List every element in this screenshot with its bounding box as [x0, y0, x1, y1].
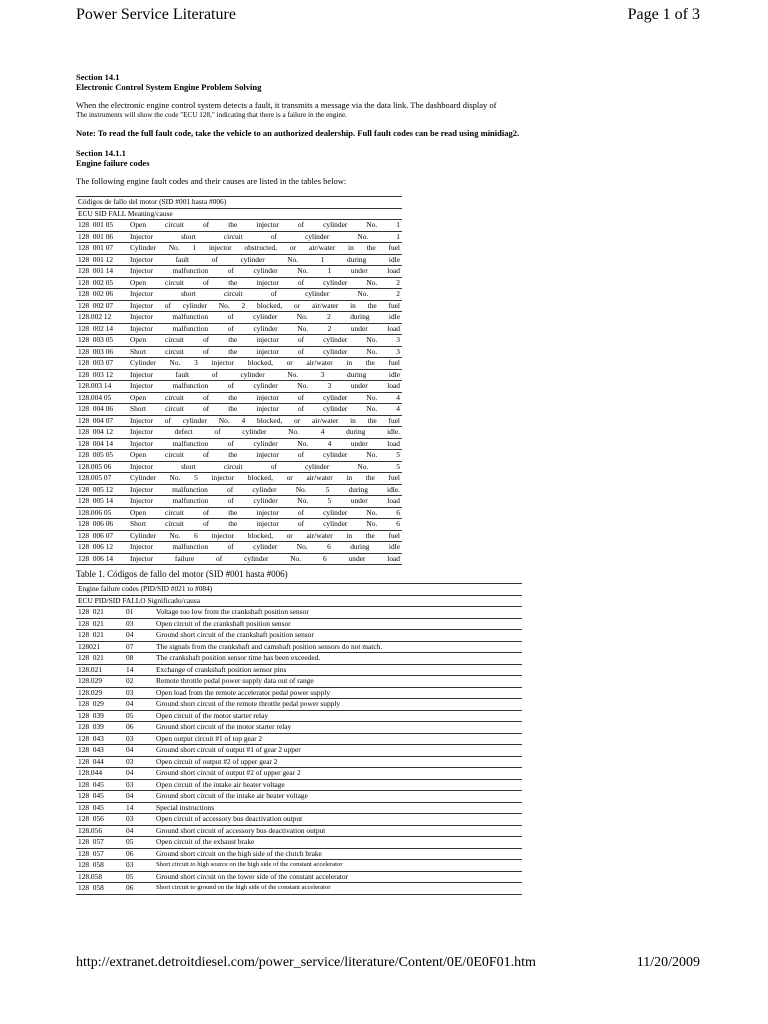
table-row	[76, 871, 522, 883]
table-caption-bottom: Table 1. Códigos de fallo del motor (SID #001 hasta #006)	[76, 569, 288, 579]
table-row	[76, 745, 522, 757]
cause-cell: Special instructions	[154, 802, 522, 814]
fault-description-cell: Injector malfunction of cylinder No. 5 under load	[130, 496, 400, 506]
fault-description-cell: Injector of cylinder No. 2 blocked, or air/water in the fuel	[130, 300, 400, 310]
ecu-pid-cell: 128 029	[76, 699, 124, 711]
fallo-cell: 06	[124, 722, 154, 734]
table-row	[76, 231, 402, 243]
table-row	[76, 733, 522, 745]
ecu-pid-cell: 128 057	[76, 837, 124, 849]
table-caption: Engine failure codes (PID/SID #021 to #084)	[76, 584, 522, 596]
fault-code-cell: 128 003 12	[76, 369, 128, 381]
ecu-pid-cell: 128.021	[76, 664, 124, 676]
fault-code-cell: 128 002 06	[76, 289, 128, 301]
table-row	[76, 699, 522, 711]
ecu-pid-cell: 128 045	[76, 802, 124, 814]
fault-code-cell: 128 002 07	[76, 300, 128, 312]
fallo-cell: 08	[124, 653, 154, 665]
ecu-pid-cell: 128 021	[76, 607, 124, 619]
ecu-pid-cell: 128.044	[76, 768, 124, 780]
fallo-cell: 04	[124, 745, 154, 757]
ecu-pid-cell: 128 044	[76, 756, 124, 768]
fallo-cell: 05	[124, 837, 154, 849]
table-row	[76, 358, 402, 370]
fault-description-cell: Injector defect of cylinder No. 4 during idle.	[130, 427, 400, 437]
fallo-cell: 05	[124, 871, 154, 883]
fault-description-cell: Open circuit of the injector of cylinder No. 1	[130, 220, 400, 230]
table-row	[76, 687, 522, 699]
fallo-cell: 03	[124, 814, 154, 826]
fault-code-cell: 128 006 14	[76, 553, 128, 565]
cause-cell: Ground short circuit of the motor starter relay	[154, 722, 522, 734]
table-row	[76, 323, 402, 335]
cause-cell: Open circuit of accessory bus deactivation output	[154, 814, 522, 826]
table-row	[76, 618, 522, 630]
section-number: Section 14.1	[76, 72, 120, 82]
fallo-cell: 03	[124, 756, 154, 768]
ecu-pid-cell: 128 058	[76, 883, 124, 895]
cause-cell: Open load from the remote accelerator pedal power supply	[154, 687, 522, 699]
pid-fault-table	[76, 583, 522, 895]
table-row	[76, 415, 402, 427]
ecu-pid-cell: 128 058	[76, 860, 124, 872]
intro-paragraph-continued: The instruments will show the code "ECU 128," indicating that there is a failure in the engine.	[76, 111, 347, 119]
table-row	[76, 791, 522, 803]
table-row	[76, 289, 402, 301]
fault-code-cell: 128 004 14	[76, 438, 128, 450]
ecu-pid-cell: 128021	[76, 641, 124, 653]
fault-description-cell: Cylinder No. 3 injector blocked, or air/water in the fuel	[130, 358, 400, 368]
table-row	[76, 496, 402, 508]
table-row	[76, 542, 402, 554]
fault-description-cell: Injector short circuit of cylinder No. 2	[130, 289, 400, 299]
ecu-pid-cell: 128 021	[76, 653, 124, 665]
subsection-number: Section 14.1.1	[76, 148, 126, 158]
fallo-cell: 06	[124, 848, 154, 860]
fault-description-cell: Injector malfunction of cylinder No. 4 under load	[130, 438, 400, 448]
fallo-cell: 06	[124, 883, 154, 895]
fault-description-cell: Open circuit of the injector of cylinder No. 3	[130, 335, 400, 345]
table-row	[76, 450, 402, 462]
ecu-pid-cell: 128 045	[76, 791, 124, 803]
fault-code-cell: 128 004 12	[76, 427, 128, 439]
cause-cell: Voltage too low from the crankshaft position sensor	[154, 607, 522, 619]
sid-fault-table	[76, 196, 402, 565]
table-row	[76, 530, 402, 542]
ecu-pid-cell: 128 057	[76, 848, 124, 860]
fault-description-cell: Injector malfunction of cylinder No. 2 under load	[130, 323, 400, 333]
fallo-cell: 07	[124, 641, 154, 653]
fault-description-cell: Open circuit of the injector of cylinder No. 5	[130, 450, 400, 460]
fault-code-cell: 128.003 14	[76, 381, 128, 393]
fault-code-cell: 128 003 07	[76, 358, 128, 370]
fault-code-cell: 128.002 12	[76, 312, 128, 324]
cause-cell: Ground short circuit on the lower side of the constant accelerator	[154, 871, 522, 883]
tables-intro: The following engine fault codes and their causes are listed in the tables below:	[76, 176, 347, 186]
fault-description-cell: Injector malfunction of cylinder No. 3 under load	[130, 381, 400, 391]
fallo-cell: 14	[124, 802, 154, 814]
cause-cell: Ground short circuit of accessory bus deactivation output	[154, 825, 522, 837]
table-row	[76, 254, 402, 266]
fault-description-cell: Injector of cylinder No. 4 blocked, or air/water in the fuel	[130, 415, 400, 425]
fault-code-cell: 128.005 07	[76, 473, 128, 485]
ecu-pid-cell: 128 039	[76, 710, 124, 722]
intro-paragraph: When the electronic engine control system detects a fault, it transmits a message via the data link. The dashboard display of	[76, 100, 497, 110]
cause-cell: Ground short circuit of the crankshaft position sensor	[154, 630, 522, 642]
fault-code-cell: 128 004 07	[76, 415, 128, 427]
fault-code-cell: 128 003 06	[76, 346, 128, 358]
table-caption: Códigos de fallo del motor (SID #001 hasta #006)	[76, 197, 402, 209]
table-row	[76, 883, 522, 895]
fault-code-cell: 128 001 07	[76, 243, 128, 255]
table-row	[76, 300, 402, 312]
footer-url[interactable]: http://extranet.detroitdiesel.com/power_service/literature/Content/0E/0E0F01.htm	[76, 955, 536, 970]
table-row	[76, 519, 402, 531]
fallo-cell: 04	[124, 699, 154, 711]
ecu-pid-cell: 128 021	[76, 630, 124, 642]
fault-code-cell: 128 005 05	[76, 450, 128, 462]
table-row	[76, 243, 402, 255]
fallo-cell: 04	[124, 825, 154, 837]
note-paragraph: Note: To read the full fault code, take the vehicle to an authorized dealership. Full fault codes can be read using minidiag2.	[76, 128, 520, 138]
fault-code-cell: 128 005 12	[76, 484, 128, 496]
table-row	[76, 676, 522, 688]
fault-code-cell: 128 003 05	[76, 335, 128, 347]
fallo-cell: 03	[124, 618, 154, 630]
footer-date: 11/20/2009	[636, 955, 700, 970]
ecu-pid-cell: 128.029	[76, 687, 124, 699]
table-row	[76, 392, 402, 404]
fallo-cell: 03	[124, 860, 154, 872]
table-row	[76, 756, 522, 768]
table-row	[76, 381, 402, 393]
table-row	[76, 607, 522, 619]
table-row	[76, 427, 402, 439]
ecu-pid-cell: 128 021	[76, 618, 124, 630]
table-row	[76, 653, 522, 665]
fault-code-cell: 128 002 14	[76, 323, 128, 335]
table-row	[76, 335, 402, 347]
table-row	[76, 369, 402, 381]
table-row	[76, 553, 402, 565]
cause-cell: Open circuit of the exhaust brake	[154, 837, 522, 849]
table-row	[76, 346, 402, 358]
fault-code-cell: 128.004 05	[76, 392, 128, 404]
fallo-cell: 04	[124, 791, 154, 803]
table-row	[76, 630, 522, 642]
fallo-cell: 03	[124, 687, 154, 699]
cause-cell: Open circuit of the crankshaft position sensor	[154, 618, 522, 630]
ecu-pid-cell: 128 045	[76, 779, 124, 791]
table-row	[76, 641, 522, 653]
fault-description-cell: Injector fault of cylinder No. 3 during idle	[130, 369, 400, 379]
table-row	[76, 722, 522, 734]
table-row	[76, 768, 522, 780]
fault-description-cell: Injector malfunction of cylinder No. 5 during idle.	[130, 484, 400, 494]
cause-cell: The signals from the crankshaft and camshaft position sensors do not match.	[154, 641, 522, 653]
table-row	[76, 438, 402, 450]
table-row	[76, 266, 402, 278]
cause-cell: The crankshaft position sensor time has been exceeded.	[154, 653, 522, 665]
ecu-pid-cell: 128 056	[76, 814, 124, 826]
fault-description-cell: Short circuit of the injector of cylinder No. 4	[130, 404, 400, 414]
cause-cell: Ground short circuit of the intake air heater voltage	[154, 791, 522, 803]
cause-cell: Open circuit of the motor starter relay	[154, 710, 522, 722]
cause-cell: Ground short circuit of the remote throttle pedal power supply	[154, 699, 522, 711]
fault-code-cell: 128.005 06	[76, 461, 128, 473]
subsection-title: Engine failure codes	[76, 158, 150, 168]
table-row	[76, 312, 402, 324]
ecu-pid-cell: 128.058	[76, 871, 124, 883]
fallo-cell: 01	[124, 607, 154, 619]
cause-cell: Exchange of crankshaft position sensor pins	[154, 664, 522, 676]
fault-description-cell: Injector malfunction of cylinder No. 1 under load	[130, 266, 400, 276]
fault-description-cell: Injector failure of cylinder No. 6 under load	[130, 553, 400, 563]
fault-code-cell: 128 006 07	[76, 530, 128, 542]
fault-description-cell: Injector short circuit of cylinder No. 5	[130, 461, 400, 471]
fault-description-cell: Short circuit of the injector of cylinder No. 6	[130, 519, 400, 529]
table-row	[76, 473, 402, 485]
table-row	[76, 860, 522, 872]
fault-description-cell: Open circuit of the injector of cylinder No. 4	[130, 392, 400, 402]
cause-cell: Open output circuit #1 of top gear 2	[154, 733, 522, 745]
fallo-cell: 02	[124, 676, 154, 688]
page-indicator: Page 1 of 3	[627, 6, 700, 23]
ecu-pid-cell: 128 043	[76, 745, 124, 757]
document-body	[76, 72, 520, 895]
cause-cell: Remote throttle pedal power supply data out of range	[154, 676, 522, 688]
cause-cell: Short circuit to high source on the high side of the constant accelerator	[154, 860, 522, 872]
fault-description-cell: Injector fault of cylinder No. 1 during idle	[130, 254, 400, 264]
ecu-pid-cell: 128 039	[76, 722, 124, 734]
fault-code-cell: 128 001 12	[76, 254, 128, 266]
cause-cell: Open circuit of the intake air heater voltage	[154, 779, 522, 791]
table-row	[76, 825, 522, 837]
table-row	[76, 710, 522, 722]
table-row	[76, 507, 402, 519]
fault-description-cell: Cylinder No. 5 injector blocked, or air/water in the fuel	[130, 473, 400, 483]
fallo-cell: 03	[124, 779, 154, 791]
cause-cell: Ground short circuit of output #1 of gear 2 upper	[154, 745, 522, 757]
fault-code-cell: 128 005 14	[76, 496, 128, 508]
fault-code-cell: 128 002 05	[76, 277, 128, 289]
fallo-cell: 04	[124, 630, 154, 642]
fault-description-cell: Injector malfunction of cylinder No. 6 during idle	[130, 542, 400, 552]
fault-description-cell: Cylinder No. 1 injector obstructed, or air/water in the fuel	[130, 243, 400, 253]
table-row	[76, 484, 402, 496]
table-row	[76, 404, 402, 416]
table-row	[76, 779, 522, 791]
fault-description-cell: Short circuit of the injector of cylinder No. 3	[130, 346, 400, 356]
table-row	[76, 664, 522, 676]
table-row	[76, 814, 522, 826]
ecu-pid-cell: 128 043	[76, 733, 124, 745]
section-title: Electronic Control System Engine Problem Solving	[76, 82, 262, 92]
table-row	[76, 837, 522, 849]
fault-description-cell: Open circuit of the injector of cylinder No. 2	[130, 277, 400, 287]
ecu-pid-cell: 128.029	[76, 676, 124, 688]
fallo-cell: 05	[124, 710, 154, 722]
fault-code-cell: 128 006 12	[76, 542, 128, 554]
table-row	[76, 220, 402, 232]
fault-code-cell: 128 004 06	[76, 404, 128, 416]
table-row	[76, 802, 522, 814]
fault-code-cell: 128 001 14	[76, 266, 128, 278]
fallo-cell: 14	[124, 664, 154, 676]
fault-code-cell: 128 001 06	[76, 231, 128, 243]
cause-cell: Ground short circuit on the high side of the clutch brake	[154, 848, 522, 860]
cause-cell: Short circuit to ground on the high side of the constant accelerator	[154, 883, 522, 895]
fault-code-cell: 128.006 05	[76, 507, 128, 519]
fault-description-cell: Injector malfunction of cylinder No. 2 during idle	[130, 312, 400, 322]
table-header: ECU PID/SID FALLO Significado/causa	[76, 595, 522, 607]
fault-code-cell: 128 006 06	[76, 519, 128, 531]
fallo-cell: 04	[124, 768, 154, 780]
table-header: ECU SID FALL Meaning/cause	[76, 208, 402, 220]
fallo-cell: 03	[124, 733, 154, 745]
fault-code-cell: 128 001 05	[76, 220, 128, 232]
document-title: Power Service Literature	[76, 6, 236, 23]
ecu-pid-cell: 128.056	[76, 825, 124, 837]
fault-description-cell: Injector short circuit of cylinder No. 1	[130, 231, 400, 241]
fault-description-cell: Open circuit of the injector of cylinder No. 6	[130, 507, 400, 517]
table-row	[76, 277, 402, 289]
cause-cell: Ground short circuit of output #2 of upper gear 2	[154, 768, 522, 780]
fault-description-cell: Cylinder No. 6 injector blocked, or air/water in the fuel	[130, 530, 400, 540]
cause-cell: Open circuit of output #2 of upper gear 2	[154, 756, 522, 768]
table-row	[76, 461, 402, 473]
table-row	[76, 848, 522, 860]
